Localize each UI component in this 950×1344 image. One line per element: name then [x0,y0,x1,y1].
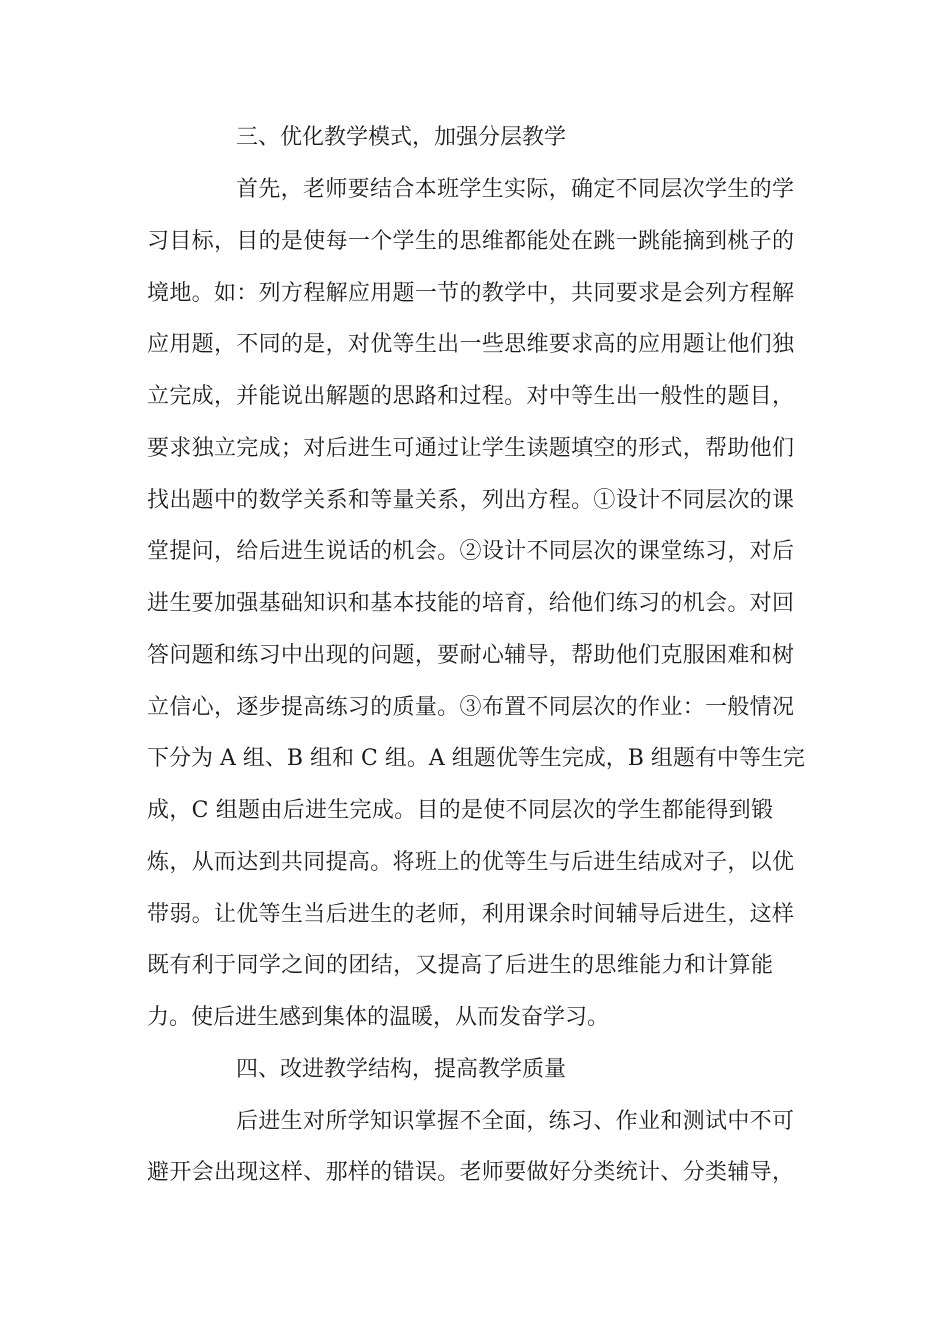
paragraph-line: 堂提问，给后进生说话的机会。②设计不同层次的课堂练习，对后 [147,539,794,564]
paragraph-line: 避开会出现这样、那样的错误。老师要做好分类统计、分类辅导， [147,1160,794,1185]
paragraph-line: 进生要加强基础知识和基本技能的培育，给他们练习的机会。对回 [147,591,794,616]
paragraph-line: 下分为 A 组、B 组和 C 组。A 组题优等生完成，B 组题有中等生完 [147,746,805,771]
paragraph-line-last: 力。使后进生感到集体的温暖，从而发奋学习。 [147,1005,610,1030]
paragraph-line: 应用题，不同的是，对优等生出一些思维要求高的应用题让他们独 [147,332,794,357]
paragraph-line: 要求独立完成；对后进生可通过让学生读题填空的形式，帮助他们 [147,436,794,461]
paragraph-line: 答问题和练习中出现的问题，要耐心辅导，帮助他们克服困难和树 [147,643,794,668]
paragraph-line: 炼，从而达到共同提高。将班上的优等生与后进生结成对子，以优 [147,850,794,875]
section-heading-3: 三、优化教学模式，加强分层教学 [236,125,567,150]
paragraph-line: 立信心，逐步提高练习的质量。③布置不同层次的作业：一般情况 [147,695,794,720]
section-heading-4: 四、改进教学结构，提高教学质量 [236,1057,567,1082]
paragraph-line: 首先，老师要结合本班学生实际，确定不同层次学生的学 [236,177,794,202]
paragraph-line: 境地。如：列方程解应用题一节的教学中，共同要求是会列方程解 [147,281,794,306]
paragraph-line: 成，C 组题由后进生完成。目的是使不同层次的学生都能得到锻 [147,798,773,823]
paragraph-line: 习目标，目的是使每一个学生的思维都能处在跳一跳能摘到桃子的 [147,229,794,254]
paragraph-line: 找出题中的数学关系和等量关系，列出方程。①设计不同层次的课 [147,488,794,513]
paragraph-line: 后进生对所学知识掌握不全面，练习、作业和测试中不可 [236,1109,794,1134]
paragraph-line: 立完成，并能说出解题的思路和过程。对中等生出一般性的题目， [147,384,794,409]
paragraph-line: 带弱。让优等生当后进生的老师，利用课余时间辅导后进生，这样 [147,902,794,927]
paragraph-line: 既有利于同学之间的团结，又提高了后进生的思维能力和计算能 [147,953,773,978]
